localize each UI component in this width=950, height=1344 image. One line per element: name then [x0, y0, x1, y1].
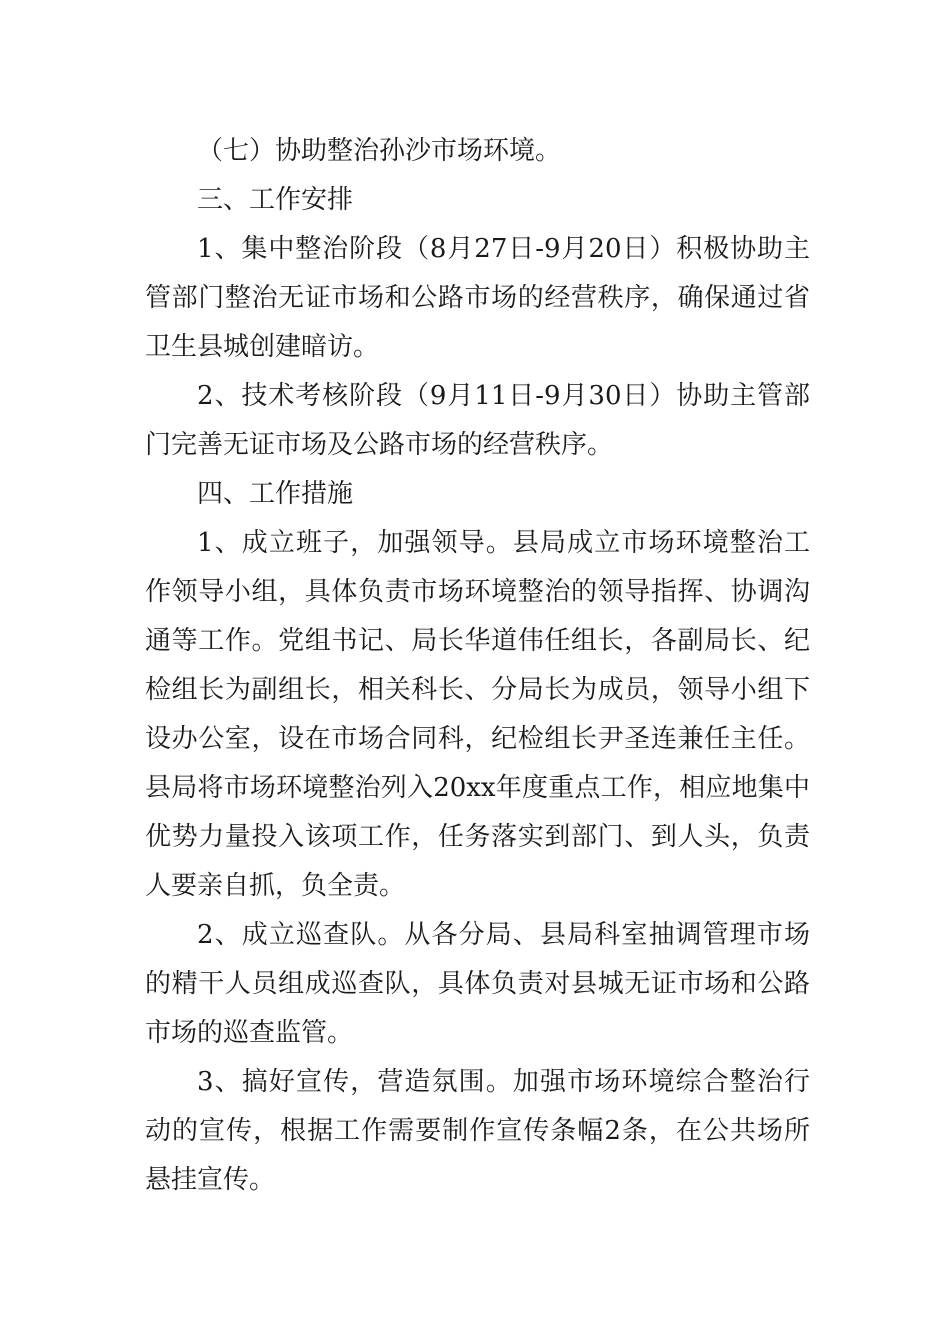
document-body	[145, 127, 810, 1205]
section-heading-work-arrangement: 三、工作安排	[197, 185, 354, 215]
section-heading-work-measures: 四、工作措施	[197, 479, 354, 509]
measure-item-2: 2、成立巡查队。从各分局、县局科室抽调管理市场的精干人员组成巡查队，具体负责对县城无证市场和公路市场的巡查监管。	[145, 920, 810, 1048]
arrangement-item-1: 1、集中整治阶段（8月27日-9月20日）积极协助主管部门整治无证市场和公路市场的经营秩序，确保通过省卫生县城创建暗访。	[145, 234, 810, 362]
measure-item-3: 3、搞好宣传，营造氛围。加强市场环境综合整治行动的宣传，根据工作需要制作宣传条幅2条，在公共场所悬挂宣传。	[145, 1067, 810, 1195]
sub-item-seven: （七）协助整治孙沙市场环境。	[197, 136, 562, 166]
measure-item-1: 1、成立班子，加强领导。县局成立市场环境整治工作领导小组，具体负责市场环境整治的领导指挥、协调沟通等工作。党组书记、局长华道伟任组长，各副局长、纪检组长为副组长，相关科长、分局长为成员，领导小组下设办公室，设在市场合同科，纪检组长尹圣连兼任主任。县局将市场环境整治列入20xx年度重点工作，相应地集中优势力量投入该项工作，任务落实到部门、到人头，负责人要亲自抓，负全责。	[145, 528, 810, 901]
arrangement-item-2: 2、技术考核阶段（9月11日-9月30日）协助主管部门完善无证市场及公路市场的经营秩序。	[145, 381, 810, 460]
